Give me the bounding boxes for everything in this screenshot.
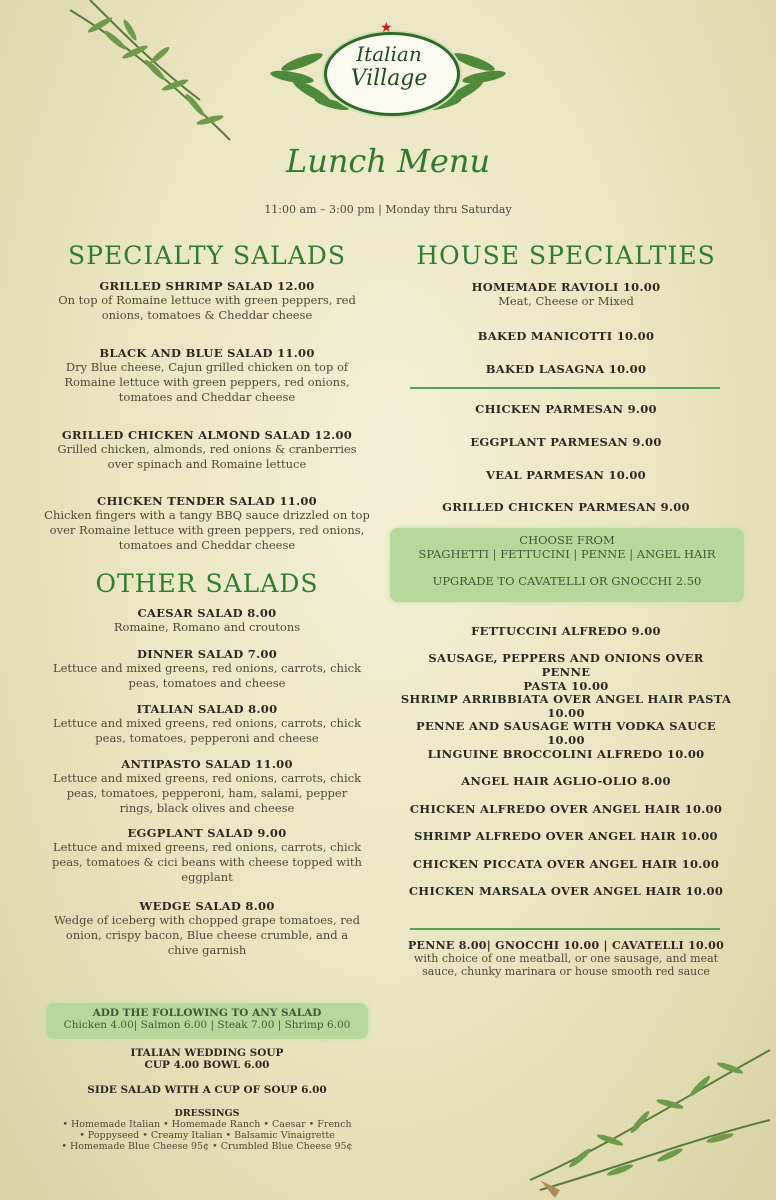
item-desc: tomatoes and Cheddar cheese xyxy=(118,538,296,552)
menu-item: LINGUINE BROCCOLINI ALFREDO 10.00 xyxy=(427,747,705,761)
item-name: GRILLED SHRIMP SALAD 12.00 xyxy=(99,279,315,293)
logo-text-line1: Italian xyxy=(356,42,422,66)
item-desc: onion, crispy bacon, Blue cheese crumble, and a xyxy=(65,928,349,942)
item-name: ITALIAN SALAD 8.00 xyxy=(136,702,278,716)
pasta-options: SPAGHETTI | FETTUCINI | PENNE | ANGEL HAIR xyxy=(418,547,716,561)
item-name: CHICKEN TENDER SALAD 11.00 xyxy=(97,494,317,508)
soup-item xyxy=(40,1047,374,1071)
rosemary-top-left-icon xyxy=(60,0,240,150)
item-desc: onions, tomatoes & Cheddar cheese xyxy=(101,308,313,322)
logo-text-line2: Village xyxy=(350,66,428,91)
item-desc: Meat, Cheese or Mixed xyxy=(498,294,634,308)
item-name-line: SAUSAGE, PEPPERS AND ONIONS OVER PENNE xyxy=(428,651,704,679)
menu-item: EGGPLANT PARMESAN 9.00 xyxy=(470,435,662,449)
addons-heading: ADD THE FOLLOWING TO ANY SALAD xyxy=(92,1007,322,1019)
item-name: CAESAR SALAD 8.00 xyxy=(137,606,277,620)
soup-name: ITALIAN WEDDING SOUP xyxy=(130,1047,284,1059)
restaurant-logo xyxy=(262,22,514,118)
choose-label: CHOOSE FROM xyxy=(519,533,615,547)
item-desc: Lettuce and mixed greens, red onions, carrots, chick xyxy=(52,840,362,854)
item-desc: Dry Blue cheese, Cajun grilled chicken on top of xyxy=(65,360,349,374)
menu-item: SHRIMP ALFREDO OVER ANGEL HAIR 10.00 xyxy=(414,829,718,843)
menu-item: FETTUCCINI ALFREDO 9.00 xyxy=(471,624,661,638)
item-desc: rings, black olives and cheese xyxy=(119,801,295,815)
menu-item: CHICKEN PARMESAN 9.00 xyxy=(475,402,657,416)
item-desc: peas, tomatoes and cheese xyxy=(128,676,286,690)
menu-item: SHRIMP ARRIBBIATA OVER ANGEL HAIR PASTA 10.00 xyxy=(400,692,732,720)
house-specialties-heading: HOUSE SPECIALTIES xyxy=(416,241,716,270)
menu-item xyxy=(40,826,374,885)
item-desc: Lettuce and mixed greens, red onions, carrots, chick xyxy=(52,771,362,785)
item-desc: Grilled chicken, almonds, red onions & cranberries xyxy=(57,442,357,456)
menu-item xyxy=(40,279,374,323)
menu-item xyxy=(420,651,712,693)
menu-item: VEAL PARMESAN 10.00 xyxy=(486,468,646,482)
pasta-item xyxy=(400,939,732,978)
menu-item xyxy=(40,494,374,553)
item-name: DINNER SALAD 7.00 xyxy=(136,647,278,661)
menu-title: Lunch Menu xyxy=(285,142,491,180)
item-desc: Lettuce and mixed greens, red onions, carrots, chick xyxy=(52,661,362,675)
menu-item xyxy=(400,280,732,309)
menu-item: ANGEL HAIR AGLIO-OLIO 8.00 xyxy=(461,774,671,788)
menu-item xyxy=(40,428,374,472)
item-desc: with choice of one meatball, or one sausage, and meat xyxy=(413,952,719,965)
item-desc: Lettuce and mixed greens, red onions, carrots, chick xyxy=(52,716,362,730)
dressings-heading: DRESSINGS xyxy=(174,1108,240,1119)
item-desc: over spinach and Romaine lettuce xyxy=(107,457,307,471)
menu-item: PENNE AND SAUSAGE WITH VODKA SAUCE 10.00 xyxy=(416,719,716,747)
item-name: BLACK AND BLUE SALAD 11.00 xyxy=(99,346,315,360)
dressing-line: • Homemade Italian • Homemade Ranch • Caesar • French xyxy=(62,1119,352,1130)
item-desc: over Romaine lettuce with green peppers, red onions, xyxy=(49,523,365,537)
salad-addons-box xyxy=(46,1003,368,1039)
item-desc: tomatoes and Cheddar cheese xyxy=(118,390,296,404)
item-desc: Romaine, Romano and croutons xyxy=(113,620,301,634)
item-desc: Romaine lettuce with green peppers, red onions, xyxy=(64,375,350,389)
menu-item: GRILLED CHICKEN PARMESAN 9.00 xyxy=(442,500,690,514)
pasta-choice-box xyxy=(390,528,744,602)
upgrade-option: UPGRADE TO CAVATELLI OR GNOCCHI 2.50 xyxy=(432,574,702,588)
menu-item xyxy=(40,346,374,405)
item-name: PENNE 8.00| GNOCCHI 10.00 | CAVATELLI 10.00 xyxy=(407,939,725,952)
menu-item: BAKED MANICOTTI 10.00 xyxy=(477,329,655,343)
menu-item xyxy=(40,647,374,691)
soup-prices: CUP 4.00 BOWL 6.00 xyxy=(144,1059,270,1071)
item-desc: peas, tomatoes, pepperoni, ham, salami, pepper xyxy=(66,786,348,800)
menu-item xyxy=(40,899,374,958)
menu-item xyxy=(40,757,374,816)
item-desc: peas, tomatoes, pepperoni and cheese xyxy=(95,731,319,745)
item-desc: On top of Romaine lettuce with green peppers, red xyxy=(58,293,356,307)
specialty-salads-heading: SPECIALTY SALADS xyxy=(68,241,346,270)
item-desc: Chicken fingers with a tangy BBQ sauce drizzled on top xyxy=(44,508,370,522)
star-icon: ★ xyxy=(380,20,393,36)
menu-item xyxy=(40,606,374,635)
item-name-line: PASTA 10.00 xyxy=(523,679,609,693)
menu-item: CHICKEN MARSALA OVER ANGEL HAIR 10.00 xyxy=(408,884,724,898)
item-name: EGGPLANT SALAD 9.00 xyxy=(127,826,287,840)
other-salads-heading: OTHER SALADS xyxy=(95,569,319,598)
dressing-line: • Homemade Blue Cheese 95¢ • Crumbled Blue Cheese 95¢ xyxy=(61,1141,353,1152)
menu-item xyxy=(40,702,374,746)
item-name: GRILLED CHICKEN ALMOND SALAD 12.00 xyxy=(61,428,353,442)
divider xyxy=(410,928,720,930)
dressings xyxy=(40,1108,374,1152)
rosemary-bottom-right-icon xyxy=(520,1040,776,1200)
addons-prices: Chicken 4.00| Salmon 6.00 | Steak 7.00 | Shrimp 6.00 xyxy=(63,1019,351,1031)
dressing-line: • Poppyseed • Creamy Italian • Balsamic Vinaigrette xyxy=(79,1130,335,1141)
menu-item: BAKED LASAGNA 10.00 xyxy=(485,362,647,376)
item-desc: peas, tomatoes & cici beans with cheese topped with xyxy=(52,855,362,869)
item-name: ANTIPASTO SALAD 11.00 xyxy=(121,757,293,771)
hours-text: 11:00 am – 3:00 pm | Monday thru Saturday xyxy=(264,203,512,216)
item-desc: chive garnish xyxy=(167,943,247,957)
divider xyxy=(410,387,720,389)
item-desc: eggplant xyxy=(181,870,233,884)
item-name: HOMEMADE RAVIOLI 10.00 xyxy=(471,280,661,294)
item-name: WEDGE SALAD 8.00 xyxy=(139,899,275,913)
menu-item: CHICKEN PICCATA OVER ANGEL HAIR 10.00 xyxy=(412,857,720,871)
side-salad-item: SIDE SALAD WITH A CUP OF SOUP 6.00 xyxy=(87,1084,327,1096)
item-desc: Wedge of iceberg with chopped grape tomatoes, red xyxy=(54,913,360,927)
item-desc: sauce, chunky marinara or house smooth red sauce xyxy=(422,965,710,978)
menu-item: CHICKEN ALFREDO OVER ANGEL HAIR 10.00 xyxy=(409,802,723,816)
